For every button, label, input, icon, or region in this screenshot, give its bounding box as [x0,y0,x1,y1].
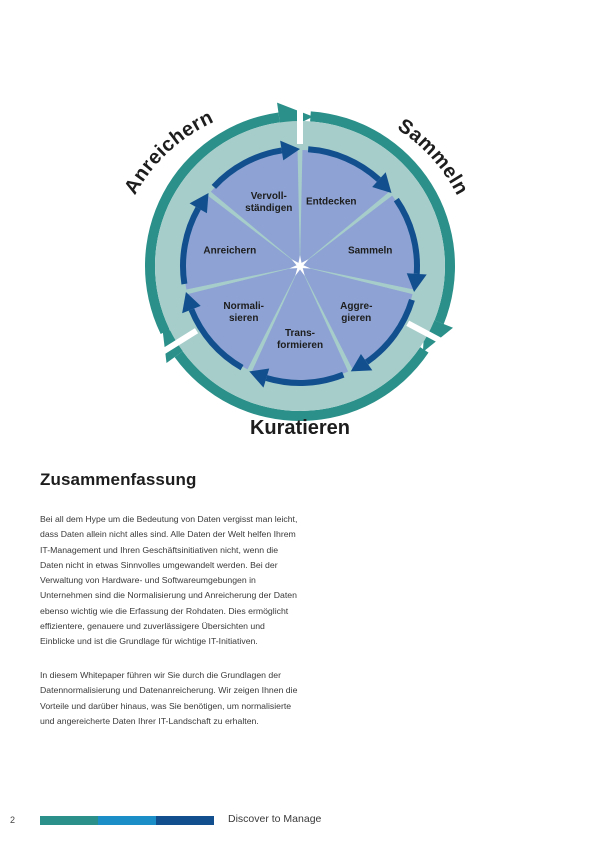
segment-label: Aggre-gieren [340,300,373,324]
segment-label: Anreichern [203,245,257,257]
segment-label: Normali-sieren [223,300,264,324]
page-number: 2 [10,815,16,825]
outer-label-kuratieren: Kuratieren [249,417,351,439]
footer-bar-navy [156,816,214,825]
segment-label: Trans-formieren [276,328,324,351]
outer-label-sammeln: Sammeln [393,114,473,199]
segment-label: Vervoll-ständigen [245,191,293,215]
segment-label: Entdecken [305,196,357,208]
footer-tagline: Discover to Manage [228,813,322,825]
summary-paragraph-2: In diesem Whitepaper führen wir Sie durch die Grundlagen der Datennormalisierung und Datenanreicherung. Wir zeigen Ihnen die Vorteile und darüber hinaus, was Sie benötigen, um normalisierte und angereicherte Daten Ihrer IT-Landschaft zu erhalten. [40,670,298,726]
outer-label-anreichern: Anreichern [120,106,217,199]
footer-bar-blue [98,816,156,825]
segment-label: Sammeln [347,245,393,257]
summary-heading: Zusammenfassung [40,470,197,489]
summary-paragraph-1: Bei all dem Hype um die Bedeutung von Daten vergisst man leicht, dass Daten allein nicht alles sind. Alle Daten der Welt helfen Ihrem IT-Management und Ihren Geschäftsinitiativen nicht, wenn die Daten nicht in etwas Sinnvolles umgewandelt werden. Bei der Verwaltung von Hardware- und Softwareumgebungen in Unternehmen sind die Normalisierung und Anreicherung der Daten ebenso wichtig wie die Erfassung der Rohdaten. Dies ermöglicht effizientere, genauere und zuverlässigere Übersichten und Einblicke und ist die Grundlage für wichtige IT-Initiativen. [40,514,298,647]
footer-bar-teal [40,816,98,825]
